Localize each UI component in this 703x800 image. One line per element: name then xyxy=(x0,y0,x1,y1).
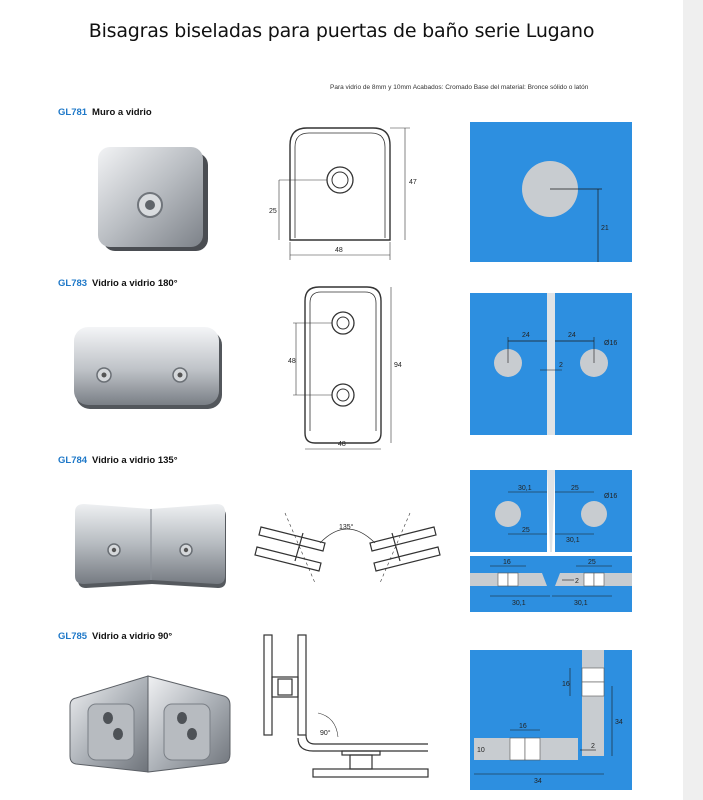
gl785-panel xyxy=(470,650,632,790)
dim-width: 48 xyxy=(335,247,343,254)
product-code: GL783 xyxy=(58,278,88,289)
gl784-photo xyxy=(72,502,230,590)
product-name: Vidrio a vidrio 90° xyxy=(92,631,173,642)
product-name: Vidrio a vidrio 180° xyxy=(92,278,178,289)
product-name: Vidrio a vidrio 135° xyxy=(92,455,178,466)
panel-dim-f: 34 xyxy=(534,778,542,785)
panel-dim-f: 25 xyxy=(588,559,596,566)
page-edge xyxy=(683,0,703,800)
dim-height: 47 xyxy=(409,179,417,186)
panel-dim-left: 24 xyxy=(522,332,530,339)
page-title: Bisagras biseladas para puertas de baño serie Lugano xyxy=(88,20,595,42)
dim-hole-height: 25 xyxy=(269,208,277,215)
panel-dim-b: 34 xyxy=(615,719,623,726)
panel-dim-g: 2 xyxy=(575,578,579,585)
gl783-photo xyxy=(72,325,224,411)
product-label-gl784 xyxy=(58,455,178,466)
dim-angle: 135° xyxy=(339,524,354,531)
gl785-photo xyxy=(66,668,236,780)
panel-dim-c: 16 xyxy=(519,723,527,730)
gl784-panel xyxy=(470,470,632,612)
dim-hole-spacing: 48 xyxy=(288,358,296,365)
gl784-drawing xyxy=(255,503,440,588)
panel-dim-right: 24 xyxy=(568,332,576,339)
panel-dim-hole: Ø16 xyxy=(604,340,618,347)
panel-dim-i: 30,1 xyxy=(574,600,588,607)
product-label-gl783 xyxy=(58,278,178,289)
product-label-gl785 xyxy=(58,631,172,642)
gl783-panel xyxy=(470,293,632,435)
panel-dim-d1: 21 xyxy=(601,225,609,232)
gl785-drawing xyxy=(258,633,438,785)
product-name: Muro a vidrio xyxy=(92,107,152,118)
panel-dim-e: 2 xyxy=(591,743,595,750)
panel-dim-d: 30,1 xyxy=(566,537,580,544)
gl781-photo xyxy=(95,143,215,258)
panel-dim-a: 30,1 xyxy=(518,485,532,492)
dim-angle: 90° xyxy=(320,730,331,737)
product-code: GL785 xyxy=(58,631,88,642)
gl781-panel xyxy=(470,122,632,262)
spec-note: Para vidrio de 8mm y 10mm Acabados: Cromado Base del material: Bronce sólido o latón xyxy=(330,84,589,91)
panel-dim-a: 16 xyxy=(562,681,570,688)
product-code: GL781 xyxy=(58,107,88,118)
panel-dim-e: 16 xyxy=(503,559,511,566)
panel-dim-h: 30,1 xyxy=(512,600,526,607)
gl781-drawing xyxy=(265,120,425,265)
panel-dim-hole: Ø16 xyxy=(604,493,618,500)
panel-dim-b: 25 xyxy=(522,527,530,534)
panel-dim-gap: 2 xyxy=(559,362,563,369)
product-code: GL784 xyxy=(58,455,88,466)
dim-width: 48 xyxy=(338,441,346,448)
panel-dim-c: 25 xyxy=(571,485,579,492)
product-label-gl781 xyxy=(58,107,152,118)
panel-dim-d: 10 xyxy=(477,747,485,754)
gl783-drawing xyxy=(285,283,415,453)
dim-height: 94 xyxy=(394,362,402,369)
